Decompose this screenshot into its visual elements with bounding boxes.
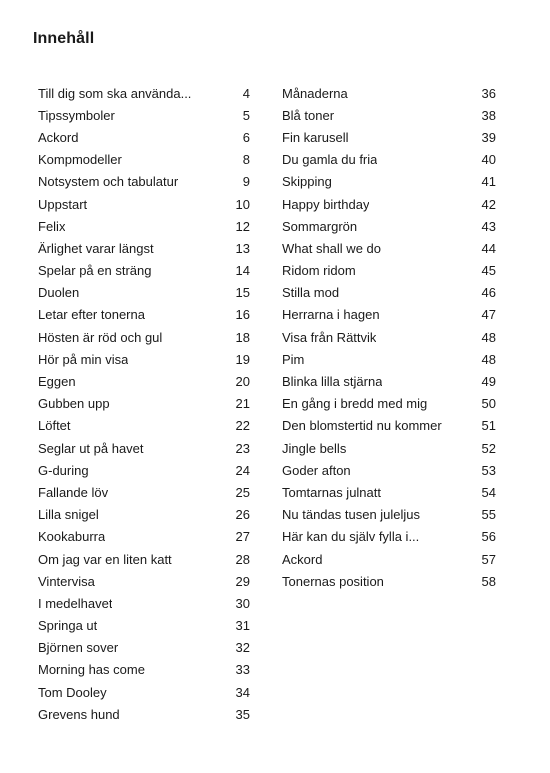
toc-entry-page: 57 bbox=[481, 551, 496, 567]
toc-entry bbox=[38, 260, 250, 282]
toc-entry-page: 39 bbox=[481, 129, 496, 145]
toc-entry-title: Löftet bbox=[38, 418, 71, 434]
toc-entry bbox=[38, 326, 250, 348]
toc-entry bbox=[38, 348, 250, 370]
toc-entry-title: Eggen bbox=[38, 374, 76, 390]
toc-entry bbox=[38, 437, 250, 459]
toc-entry bbox=[282, 304, 496, 326]
toc-entry-title: G-during bbox=[38, 462, 89, 478]
toc-entry-page: 15 bbox=[235, 285, 250, 301]
toc-entry bbox=[38, 282, 250, 304]
toc-entry bbox=[282, 570, 496, 592]
toc-entry bbox=[38, 703, 250, 725]
toc-entry bbox=[38, 548, 250, 570]
toc-entry-page: 5 bbox=[242, 107, 250, 123]
toc-entry bbox=[38, 215, 250, 237]
toc-entry-page: 51 bbox=[481, 418, 496, 434]
toc-entry-title: Blå toner bbox=[282, 107, 335, 123]
toc-entry bbox=[282, 282, 496, 304]
toc-entry bbox=[282, 104, 496, 126]
toc-entry-page: 27 bbox=[235, 529, 250, 545]
toc-entry bbox=[38, 193, 250, 215]
toc-entry-title: Goder afton bbox=[282, 462, 351, 478]
toc-entry-title: Lilla snigel bbox=[38, 507, 99, 523]
toc-entry-page: 38 bbox=[481, 107, 496, 123]
toc-entry-title: Till dig som ska använda... bbox=[38, 85, 192, 101]
toc-entry-page: 10 bbox=[235, 196, 250, 212]
toc-entry-title: Spelar på en sträng bbox=[38, 263, 152, 279]
toc-entry-page: 6 bbox=[242, 129, 250, 145]
toc-right-column bbox=[282, 82, 496, 592]
toc-entry bbox=[38, 304, 250, 326]
toc-entry-title: Pim bbox=[282, 351, 305, 367]
toc-left-column bbox=[38, 82, 250, 725]
toc-entry bbox=[282, 370, 496, 392]
toc-entry bbox=[282, 437, 496, 459]
toc-entry bbox=[38, 149, 250, 171]
toc-entry-title: Gubben upp bbox=[38, 396, 110, 412]
toc-entry-title: Happy birthday bbox=[282, 196, 370, 212]
toc-entry-page: 40 bbox=[481, 152, 496, 168]
toc-entry-title: Kookaburra bbox=[38, 529, 106, 545]
toc-entry-page: 30 bbox=[235, 595, 250, 611]
toc-entry-title: Grevens hund bbox=[38, 706, 120, 722]
toc-entry-title: What shall we do bbox=[282, 240, 381, 256]
toc-entry-title: En gång i bredd med mig bbox=[282, 396, 428, 412]
toc-entry-title: Tom Dooley bbox=[38, 684, 107, 700]
toc-entry bbox=[282, 215, 496, 237]
toc-entry-page: 23 bbox=[235, 440, 250, 456]
toc-entry-page: 43 bbox=[481, 218, 496, 234]
toc-entry-page: 49 bbox=[481, 374, 496, 390]
toc-entry-title: Nu tändas tusen juleljus bbox=[282, 507, 421, 523]
toc-entry-title: Kompmodeller bbox=[38, 152, 122, 168]
toc-entry-title: Du gamla du fria bbox=[282, 152, 378, 168]
toc-entry-page: 24 bbox=[235, 462, 250, 478]
toc-entry-page: 13 bbox=[235, 240, 250, 256]
toc-entry-page: 19 bbox=[235, 351, 250, 367]
toc-entry bbox=[38, 481, 250, 503]
toc-entry bbox=[282, 237, 496, 259]
toc-entry-title: Tipssymboler bbox=[38, 107, 115, 123]
toc-entry-title: Skipping bbox=[282, 174, 332, 190]
toc-entry-title: Stilla mod bbox=[282, 285, 340, 301]
toc-entry bbox=[282, 326, 496, 348]
toc-entry-page: 21 bbox=[235, 396, 250, 412]
toc-entry-page: 48 bbox=[481, 351, 496, 367]
toc-entry-title: Duolen bbox=[38, 285, 80, 301]
toc-entry-page: 47 bbox=[481, 307, 496, 323]
toc-entry-title: Blinka lilla stjärna bbox=[282, 374, 383, 390]
toc-entry-page: 48 bbox=[481, 329, 496, 345]
toc-entry-page: 53 bbox=[481, 462, 496, 478]
toc-entry-page: 8 bbox=[242, 152, 250, 168]
toc-entry-title: Tonernas position bbox=[282, 573, 384, 589]
toc-entry bbox=[282, 126, 496, 148]
toc-entry-title: Månaderna bbox=[282, 85, 348, 101]
toc-entry-title: Tomtarnas julnatt bbox=[282, 484, 381, 500]
toc-entry-title: Uppstart bbox=[38, 196, 88, 212]
toc-entry bbox=[282, 171, 496, 193]
toc-entry-title: Morning has come bbox=[38, 662, 145, 678]
toc-entry bbox=[282, 548, 496, 570]
toc-entry-page: 9 bbox=[242, 174, 250, 190]
toc-entry-page: 28 bbox=[235, 551, 250, 567]
toc-entry-title: Fallande löv bbox=[38, 484, 109, 500]
toc-entry-title: Sommargrön bbox=[282, 218, 358, 234]
toc-entry bbox=[282, 260, 496, 282]
toc-entry bbox=[38, 592, 250, 614]
toc-entry bbox=[38, 370, 250, 392]
toc-entry bbox=[38, 237, 250, 259]
toc-entry-title: Ackord bbox=[38, 129, 79, 145]
toc-entry-title: Om jag var en liten katt bbox=[38, 551, 172, 567]
toc-entry-page: 46 bbox=[481, 285, 496, 301]
toc-entry-title: Ärlighet varar längst bbox=[38, 240, 154, 256]
toc-entry-title: Visa från Rättvik bbox=[282, 329, 377, 345]
toc-entry-title: Hör på min visa bbox=[38, 351, 129, 367]
toc-entry-page: 18 bbox=[235, 329, 250, 345]
toc-entry bbox=[282, 415, 496, 437]
toc-entry bbox=[38, 504, 250, 526]
toc-entry bbox=[38, 526, 250, 548]
toc-entry bbox=[282, 82, 496, 104]
toc-entry bbox=[38, 637, 250, 659]
toc-entry-title: I medelhavet bbox=[38, 595, 113, 611]
toc-entry-title: Ridom ridom bbox=[282, 263, 356, 279]
toc-entry-page: 22 bbox=[235, 418, 250, 434]
toc-entry-page: 20 bbox=[235, 374, 250, 390]
toc-entry-title: Seglar ut på havet bbox=[38, 440, 144, 456]
toc-entry-title: Björnen sover bbox=[38, 640, 119, 656]
toc-entry-page: 52 bbox=[481, 440, 496, 456]
toc-entry-page: 26 bbox=[235, 507, 250, 523]
toc-entry bbox=[38, 415, 250, 437]
toc-entry bbox=[38, 126, 250, 148]
toc-entry-page: 4 bbox=[242, 85, 250, 101]
toc-entry-page: 35 bbox=[235, 706, 250, 722]
toc-entry bbox=[38, 659, 250, 681]
toc-entry-page: 16 bbox=[235, 307, 250, 323]
toc-entry bbox=[38, 459, 250, 481]
toc-entry bbox=[38, 570, 250, 592]
toc-entry bbox=[282, 481, 496, 503]
toc-entry-page: 44 bbox=[481, 240, 496, 256]
toc-entry-title: Fin karusell bbox=[282, 129, 349, 145]
toc-entry bbox=[282, 393, 496, 415]
toc-entry-page: 41 bbox=[481, 174, 496, 190]
toc-entry-page: 45 bbox=[481, 263, 496, 279]
toc-entry-title: Vintervisa bbox=[38, 573, 95, 589]
toc-entry bbox=[282, 193, 496, 215]
toc-entry bbox=[38, 104, 250, 126]
toc-entry bbox=[282, 149, 496, 171]
toc-entry-title: Här kan du själv fylla i... bbox=[282, 529, 420, 545]
toc-entry bbox=[282, 459, 496, 481]
toc-entry-page: 55 bbox=[481, 507, 496, 523]
toc-entry-title: Jingle bells bbox=[282, 440, 347, 456]
toc-entry-title: Den blomstertid nu kommer bbox=[282, 418, 442, 434]
toc-entry-page: 56 bbox=[481, 529, 496, 545]
toc-entry bbox=[282, 504, 496, 526]
toc-entry-page: 34 bbox=[235, 684, 250, 700]
toc-entry-page: 58 bbox=[481, 573, 496, 589]
toc-entry-page: 42 bbox=[481, 196, 496, 212]
toc-entry-page: 33 bbox=[235, 662, 250, 678]
toc-entry-title: Felix bbox=[38, 218, 66, 234]
toc-entry bbox=[282, 348, 496, 370]
toc-entry bbox=[38, 681, 250, 703]
toc-entry bbox=[38, 393, 250, 415]
toc-entry-page: 25 bbox=[235, 484, 250, 500]
toc-entry-page: 54 bbox=[481, 484, 496, 500]
toc-entry-title: Herrarna i hagen bbox=[282, 307, 380, 323]
toc-entry bbox=[38, 171, 250, 193]
toc-entry-page: 31 bbox=[235, 618, 250, 634]
toc-entry-title: Letar efter tonerna bbox=[38, 307, 145, 323]
toc-entry-page: 12 bbox=[235, 218, 250, 234]
toc-entry-title: Notsystem och tabulatur bbox=[38, 174, 179, 190]
toc-entry-title: Hösten är röd och gul bbox=[38, 329, 163, 345]
toc-entry-page: 36 bbox=[481, 85, 496, 101]
page-title: Innehåll bbox=[33, 30, 95, 47]
toc-entry-page: 29 bbox=[235, 573, 250, 589]
toc-entry bbox=[38, 82, 250, 104]
toc-entry-page: 50 bbox=[481, 396, 496, 412]
toc-entry bbox=[38, 615, 250, 637]
toc-entry-page: 14 bbox=[235, 263, 250, 279]
toc-entry-title: Ackord bbox=[282, 551, 323, 567]
toc-entry-title: Springa ut bbox=[38, 618, 98, 634]
toc-entry bbox=[282, 526, 496, 548]
toc-entry-page: 32 bbox=[235, 640, 250, 656]
